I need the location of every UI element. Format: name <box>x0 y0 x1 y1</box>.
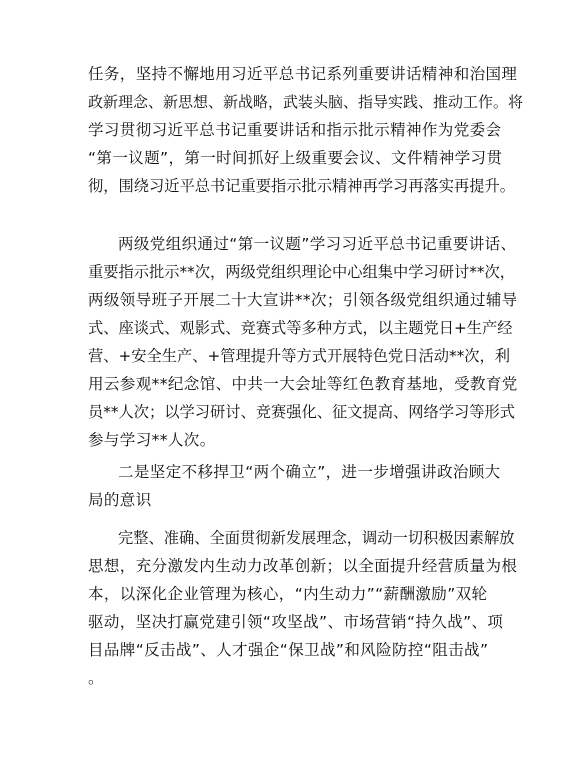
paragraph-1-line-1: 任务，坚持不懈地用习近平总书记系列重要讲话精神和治国理 <box>88 65 518 83</box>
paragraph-2-line-8: 参与学习**人次。 <box>88 431 216 449</box>
paragraph-1-line-5: 彻，围绕习近平总书记重要指示批示精神再学习再落实再提升。 <box>88 177 515 195</box>
paragraph-1-line-4: “第一议题”，第一时间抓好上级重要会议、文件精神学习贯 <box>88 149 503 167</box>
paragraph-2-line-7: 员**人次；以学习研讨、竞赛强化、征文提高、网络学习等形式 <box>88 403 515 421</box>
paragraph-2-line-4: 式、座谈式、观影式、竞赛式等多种方式，以主题党日+生产经 <box>88 319 513 337</box>
paragraph-4-line-5: 目品牌“反击战”、人才强企“保卫战”和风险防控“阻击战” <box>88 641 489 659</box>
paragraph-2-line-1: 两级党组织通过“第一议题”学习习近平总书记重要讲话、 <box>118 235 517 253</box>
paragraph-2-line-2: 重要指示批示**次，两级党组织理论中心组集中学习研讨**次， <box>88 263 515 281</box>
paragraph-2-line-5: 营、+安全生产、+管理提升等方式开展特色党日活动**次，利 <box>88 347 511 365</box>
paragraph-4-line-3: 本，以深化企业管理为核心，“内生动力”“薪酬激励”双轮 <box>88 585 488 603</box>
paragraph-4-line-1: 完整、准确、全面贯彻新发展理念，调动一切积极因素解放 <box>118 529 515 547</box>
section-heading-line-1: 二是坚定不移捍卫“两个确立”，进一步增强讲政治顾大 <box>118 463 501 481</box>
paragraph-2-line-3: 两级领导班子开展二十大宣讲**次；引领各级党组织通过辅导 <box>88 291 518 309</box>
paragraph-4-line-2: 思想，充分激发内生动力改革创新；以全面提升经营质量为根 <box>88 557 518 575</box>
paragraph-2-line-6: 用云参观**纪念馆、中共一大会址等红色教育基地，受教育党 <box>88 375 518 393</box>
paragraph-4-line-4: 驱动，坚决打赢党建引领“攻坚战”、市场营销“持久战”、项 <box>88 613 504 631</box>
paragraph-1-line-2: 政新理念、新思想、新战略，武装头脑、指导实践、推动工作。将 <box>88 93 524 111</box>
paragraph-1-line-3: 学习贯彻习近平总书记重要讲话和指示批示精神作为党委会 <box>88 121 502 139</box>
paragraph-4-line-6: 。 <box>88 669 104 687</box>
section-heading-line-2: 局的意识 <box>88 491 152 509</box>
